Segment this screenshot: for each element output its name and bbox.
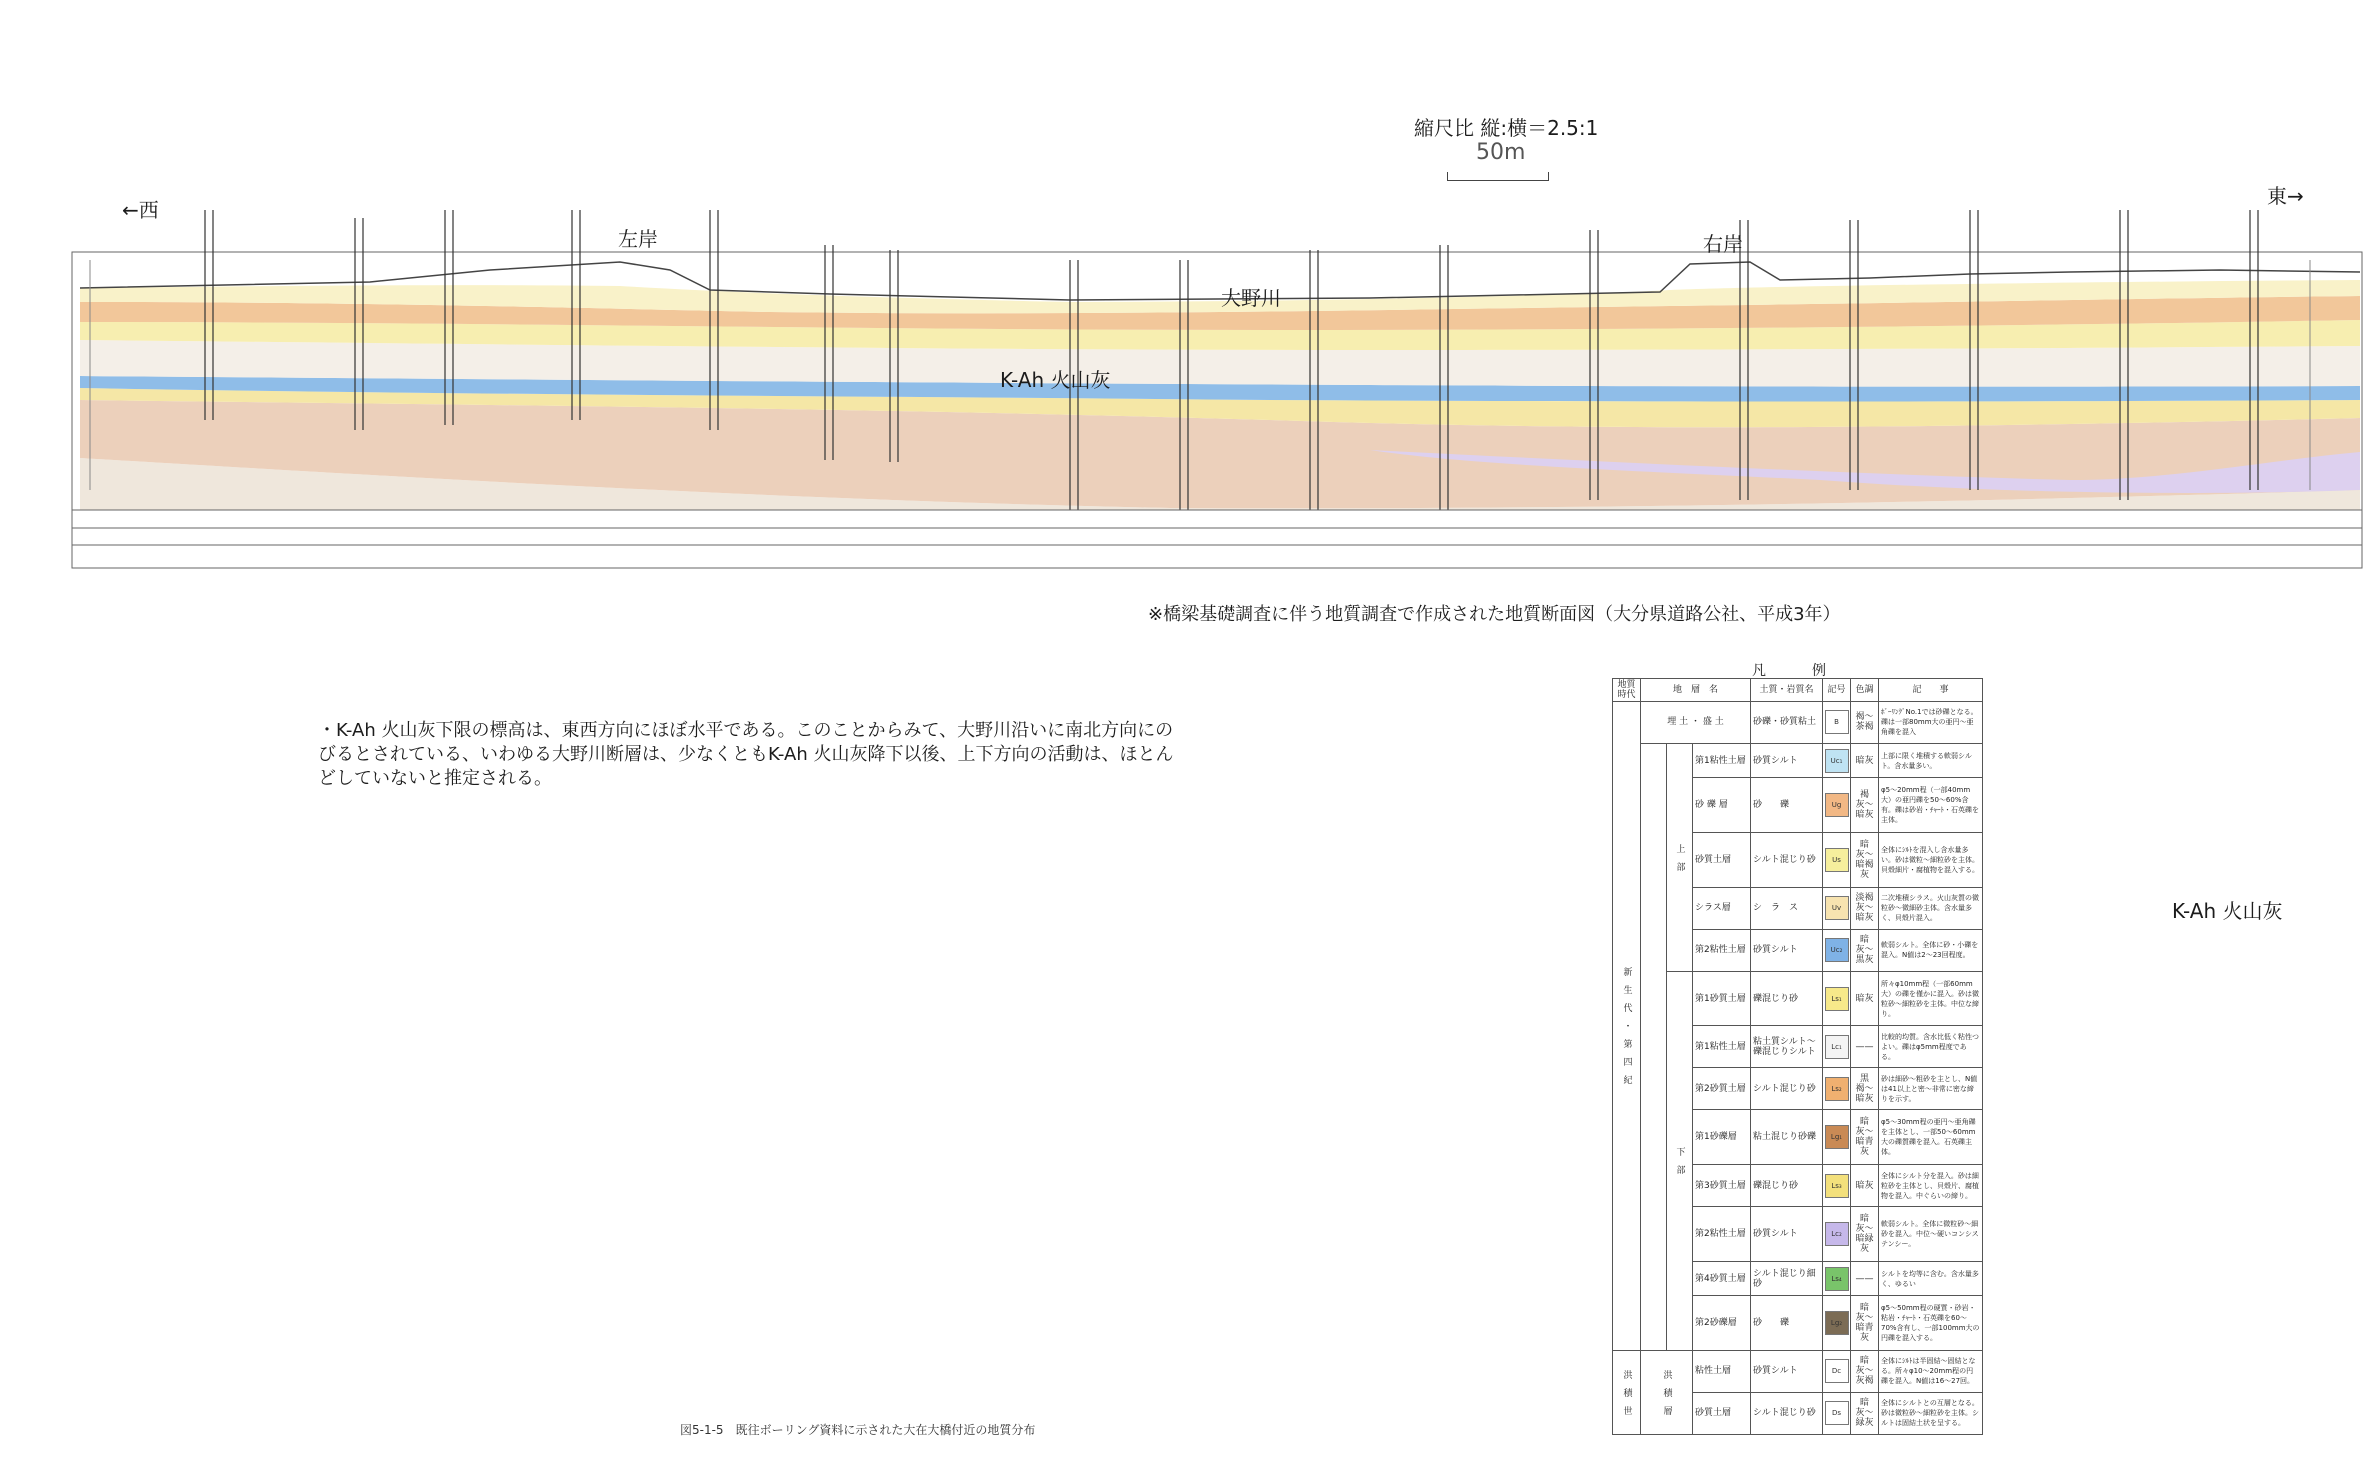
legend-tone: 淡褐灰〜暗灰 [1851,887,1879,929]
legend-soil-name: シ ラ ス [1751,887,1823,929]
legend-note: 砂は細砂〜粗砂を主とし、N値は41以上と密〜非常に密な締りを示す。 [1879,1068,1983,1110]
figure-caption: 図5-1-5 既往ボーリング資料に示された大在大橋付近の地質分布 [680,1423,1036,1437]
river-label: 大野川 [1221,286,1281,310]
legend-color-swatch: Ls₄ [1825,1267,1849,1291]
legend-soil-name: 砂 礫 [1751,778,1823,833]
legend-era-neogene: 新 生 代 ・ 第 四 紀 [1613,702,1641,1351]
legend-layer-name: 第4砂質土層 [1693,1261,1751,1295]
legend-soil-name: シルト混じり細砂 [1751,1261,1823,1295]
legend-layer-name: 第1砂質土層 [1693,971,1751,1026]
ash-layer-label: K-Ah 火山灰 [1000,368,1111,392]
legend-soil-name: 砂質シルト [1751,929,1823,971]
legend-tone: 暗灰〜緑灰 [1851,1392,1879,1434]
legend-layer-name: 砂質土層 [1693,1392,1751,1434]
legend-color-swatch: Lg₂ [1825,1311,1849,1335]
legend-header-tone: 色調 [1851,679,1879,702]
legend-note: 比較的均質。含水比低く粘性つよい。礫はφ5mm程度である。 [1879,1026,1983,1068]
legend-tone: 暗灰〜暗緑灰 [1851,1207,1879,1262]
legend-tone: 褐灰〜暗灰 [1851,778,1879,833]
legend-tone: 暗灰〜暗褐灰 [1851,833,1879,888]
legend-soil-name: 礫混じり砂 [1751,971,1823,1026]
legend-color-swatch: B [1825,710,1849,734]
legend-tone: 暗灰〜暗青灰 [1851,1110,1879,1165]
legend-ash-note: K-Ah 火山灰 [2172,899,2283,923]
scale-bar-label: 50m [1476,140,1526,165]
legend-note: 二次堆積シラス。火山灰質の微粒砂〜微細砂主体。含水量多く、貝殻片混入。 [1879,887,1983,929]
legend-header-layer: 地 層 名 [1641,679,1751,702]
legend-tone: 暗灰〜灰褐 [1851,1350,1879,1392]
legend-era-upper: 上 部 [1667,743,1693,971]
legend-tone: 暗灰〜暗青灰 [1851,1296,1879,1351]
legend-tone: 暗灰 [1851,743,1879,777]
legend-soil-name: 礫混じり砂 [1751,1165,1823,1207]
legend-layer-name: 第1粘性土層 [1693,1026,1751,1068]
legend-color-swatch: Dc [1825,1359,1849,1383]
legend-layer-name: 第3砂質土層 [1693,1165,1751,1207]
legend-soil-name: 粘土質シルト〜礫混じりシルト [1751,1026,1823,1068]
legend-tone: 暗灰 [1851,971,1879,1026]
direction-east-label: 東→ [2267,184,2304,208]
legend-note: 全体にｼﾙﾄを混入し含水量多い。砂は微粒〜細粒砂を主体。貝殻細片・腐植物を混入する。 [1879,833,1983,888]
legend-color-swatch: Lc₂ [1825,1222,1849,1246]
legend-color-swatch: Ds [1825,1401,1849,1425]
legend-color-swatch: Uv [1825,896,1849,920]
legend-tone: —— [1851,1026,1879,1068]
legend-era-diluvium-period: 洪 積 世 [1613,1350,1641,1434]
legend-title: 凡 例 [1752,663,1832,679]
legend-era-diluvium: 洪 積 層 [1641,1350,1693,1434]
legend-color-swatch: Ls₂ [1825,1077,1849,1101]
legend-layer-name: 第1粘性土層 [1693,743,1751,777]
scale-bar [1447,172,1549,181]
legend-note: ﾎﾞｰﾘﾝｸﾞNo.1では砂礫となる。礫は一部80mm大の亜円〜亜角礫を混入 [1879,702,1983,744]
legend-row [1613,971,1983,1026]
legend-color-swatch: Us [1825,848,1849,872]
left-bank-label: 左岸 [618,227,658,251]
right-bank-label: 右岸 [1703,232,1743,256]
geological-cross-section [70,190,2365,570]
source-caption: ※橋梁基礎調査に伴う地質調査で作成された地質断面図（大分県道路公社、平成3年） [1148,604,1841,625]
legend-soil-name: シルト混じり砂 [1751,1068,1823,1110]
legend-layer-name: 第2粘性土層 [1693,929,1751,971]
legend-layer-name: 粘性土層 [1693,1350,1751,1392]
legend-note: 所々φ10mm程（一部60mm大）の礫を僅かに混入。砂は微粒砂〜細粒砂を主体。中位な締り。 [1879,971,1983,1026]
legend-color-swatch: Lc₁ [1825,1035,1849,1059]
legend-row [1613,743,1983,777]
legend-layer-name: 第1砂礫層 [1693,1110,1751,1165]
scale-ratio-label: 縮尺比 縦:横＝2.5:1 [1414,116,1599,140]
legend-note: 軟弱シルト。全体に砂・小礫を混入。N値は2〜23回程度。 [1879,929,1983,971]
legend-tone: 暗灰〜黒灰 [1851,929,1879,971]
legend-color-swatch: Ug [1825,793,1849,817]
legend-soil-name: 砂質シルト [1751,1350,1823,1392]
legend-layer-name: 砂 礫 層 [1693,778,1751,833]
legend-tone: 暗灰 [1851,1165,1879,1207]
legend-color-swatch: Uc₁ [1825,749,1849,773]
legend-layer-name: シラス層 [1693,887,1751,929]
legend-note: φ5〜20mm程（一部40mm大）の亜円礫を50〜60%含有。礫は砂岩・ﾁｬｰﾄ・石英礫を主体。 [1879,778,1983,833]
legend-note: φ5〜50mm程の硬質・砂岩・粘岩・ﾁｬｰﾄ・石英礫を60〜70%含有し、一部100mm大の円礫を混入する。 [1879,1296,1983,1351]
direction-west-label: ←西 [122,198,159,222]
legend-soil-name: 砂礫・砂質粘土 [1751,702,1823,744]
legend-color-swatch: Ls₃ [1825,1174,1849,1198]
legend-soil-name: シルト混じり砂 [1751,1392,1823,1434]
legend-header-note: 記 事 [1879,679,1983,702]
legend-era-lower: 下 部 [1667,971,1693,1350]
legend-soil-name: 砂 礫 [1751,1296,1823,1351]
legend-layer-name: 埋 土 ・ 盛 土 [1641,702,1751,744]
legend-tone: 褐〜茶褐 [1851,702,1879,744]
legend-note: シルトを均等に含む。含水量多く、ゆるい [1879,1261,1983,1295]
legend-table [1612,678,1983,1435]
legend-soil-name: シルト混じり砂 [1751,833,1823,888]
legend-color-swatch: Lg₁ [1825,1125,1849,1149]
legend-note: 全体にシルトとの互層となる。砂は微粒砂〜細粒砂を主体。シルトは固結土状を呈する。 [1879,1392,1983,1434]
legend-tone: —— [1851,1261,1879,1295]
legend-layer-name: 第2砂礫層 [1693,1296,1751,1351]
legend-note: φ5〜30mm程の亜円〜亜角礫を主体とし、一部50〜60mm大の礫質礫を混入。石英礫主体。 [1879,1110,1983,1165]
legend-note: 全体にｼﾙﾄは半固結〜固結となる。所々φ10〜20mm程の円礫を混入。N値は16〜27回。 [1879,1350,1983,1392]
legend-soil-name: 砂質シルト [1751,1207,1823,1262]
body-text: ・K-Ah 火山灰下限の標高は、東西方向にほぼ水平である。このことからみて、大野川沿いに南北方向にのびるとされている、いわゆる大野川断層は、少なくともK-Ah 火山灰降下以後、上下方向の活動は、ほとんどしていないと推定される。 [318,720,1174,789]
legend-note: 軟弱シルト。全体に微粒砂〜細砂を混入。中位〜硬いコンシステンシー。 [1879,1207,1983,1262]
legend-tone: 黒褐〜暗灰 [1851,1068,1879,1110]
legend-color-swatch: Ls₁ [1825,987,1849,1011]
legend-color-swatch: Uc₂ [1825,938,1849,962]
legend-soil-name: 砂質シルト [1751,743,1823,777]
legend-header-era: 地質時代 [1613,679,1641,702]
legend-row [1613,702,1983,744]
legend-layer-name: 砂質土層 [1693,833,1751,888]
legend-note: 上部に限く堆積する軟弱シルト。含水量多い。 [1879,743,1983,777]
legend-header-code: 記号 [1823,679,1851,702]
legend-soil-name: 粘土混じり砂礫 [1751,1110,1823,1165]
legend-layer-name: 第2砂質土層 [1693,1068,1751,1110]
legend-header-soil: 土質・岩質名 [1751,679,1823,702]
legend-note: 全体にシルト分を混入。砂は細粒砂を主体とし、貝殻片、腐植物を混入。中ぐらいの締り。 [1879,1165,1983,1207]
legend-row [1613,1350,1983,1392]
legend-layer-name: 第2粘性土層 [1693,1207,1751,1262]
